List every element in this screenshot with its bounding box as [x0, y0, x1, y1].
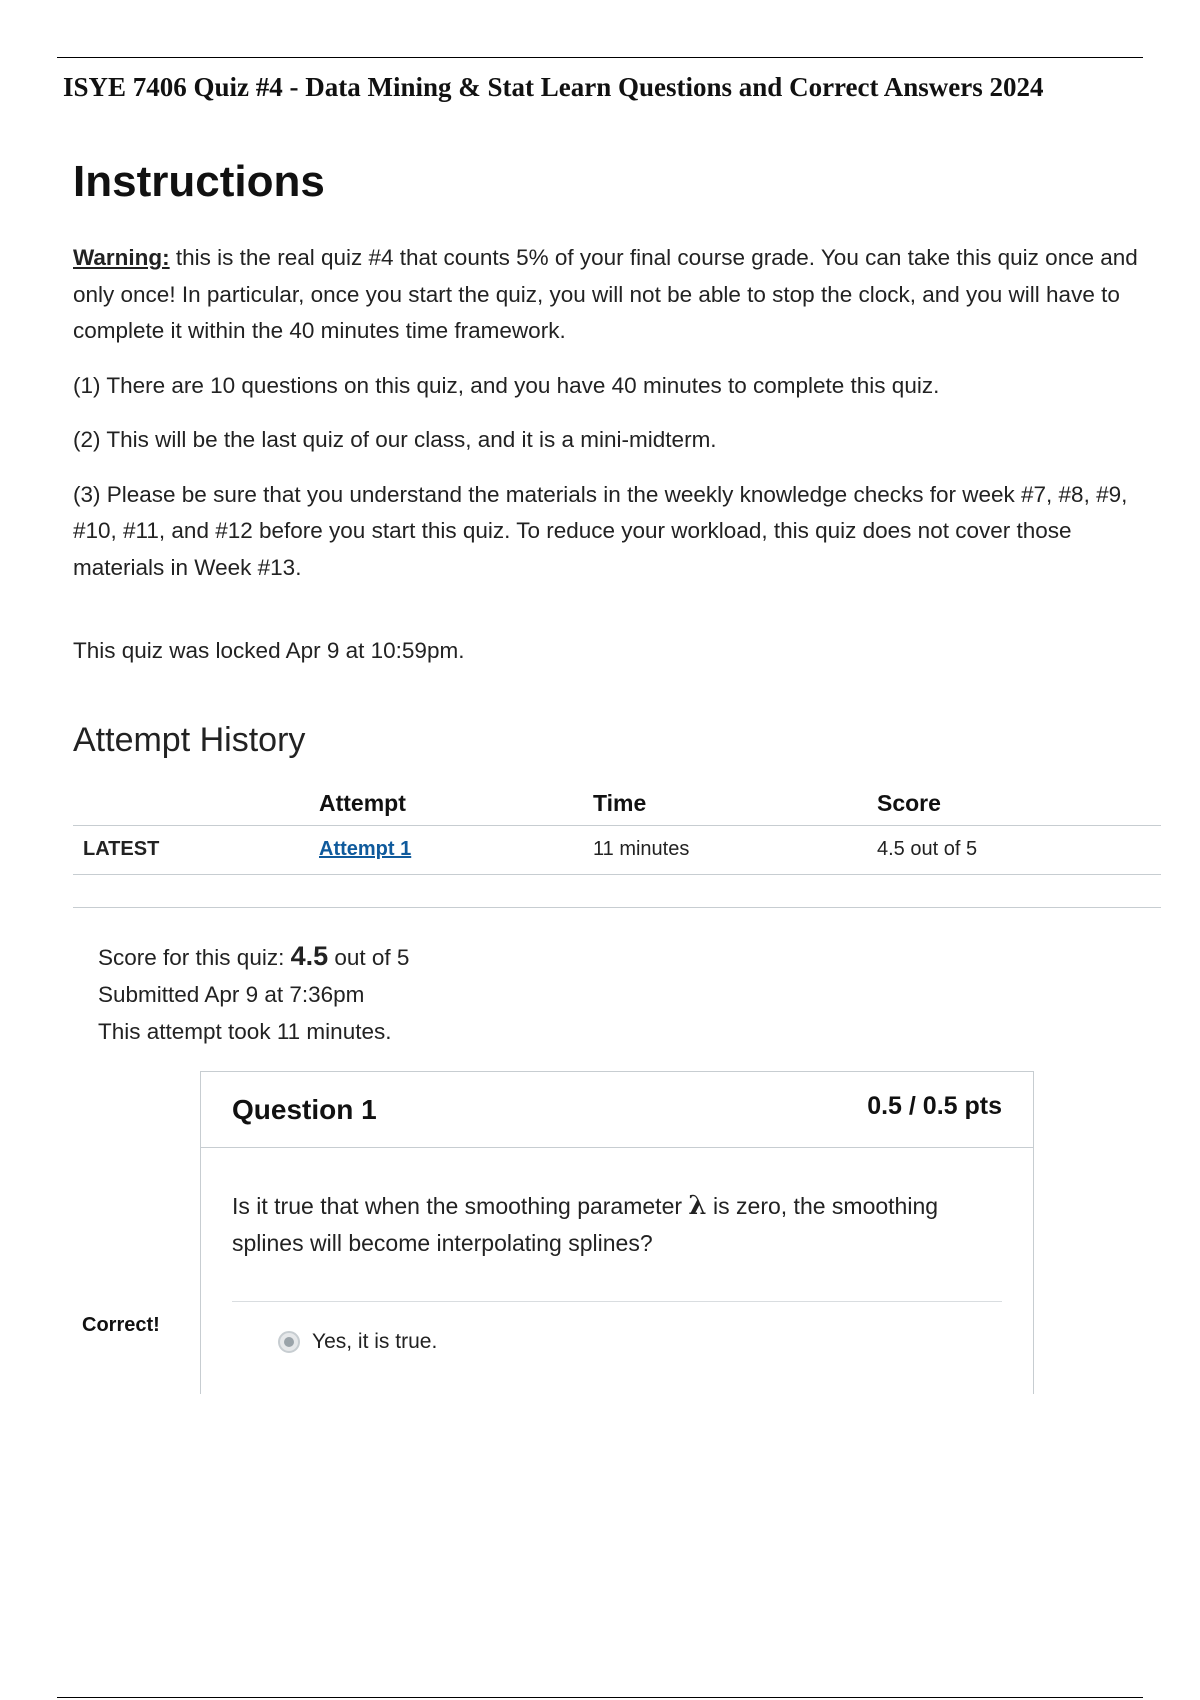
- quiz-content: [73, 150, 1163, 1050]
- lambda-symbol: λ: [688, 1191, 707, 1221]
- time-cell: 11 minutes: [583, 826, 867, 875]
- question-points: 0.5 / 0.5 pts: [867, 1092, 1002, 1120]
- question-separator: [232, 1301, 1002, 1302]
- attempt-1-link[interactable]: Attempt 1: [319, 838, 412, 860]
- question-text: [232, 1188, 992, 1262]
- question-header: [201, 1072, 1033, 1148]
- answer-option[interactable]: [278, 1330, 437, 1354]
- score-cell: 4.5 out of 5: [867, 826, 1161, 875]
- correct-indicator: Correct!: [82, 1314, 160, 1336]
- table-header-row: [73, 784, 1161, 826]
- warning-text: this is the real quiz #4 that counts 5% of your final course grade. You can take this quiz once and only once! In particular, once you start the quiz, you will not be able to stop the clock, and you will have to complete it within the 40 minutes time framework.: [73, 245, 1138, 343]
- answer-label: Yes, it is true.: [312, 1330, 438, 1353]
- column-header-time: Time: [583, 784, 867, 826]
- question-text-after: is zero, the smoothing splines will become interpolating splines?: [232, 1193, 939, 1256]
- warning-paragraph: [73, 240, 1163, 350]
- table-row: [73, 826, 1161, 875]
- radio-selected-icon[interactable]: [278, 1331, 300, 1353]
- warning-label: Warning:: [73, 245, 170, 270]
- duration-line: This attempt took 11 minutes.: [98, 1019, 392, 1044]
- attempt-history-heading: Attempt History: [73, 721, 306, 759]
- attempt-cell: [309, 826, 583, 875]
- question-text-before: Is it true that when the smoothing parameter: [232, 1193, 689, 1219]
- score-suffix: out of 5: [328, 945, 410, 970]
- score-prefix: Score for this quiz:: [98, 945, 291, 970]
- section-divider: [73, 907, 1161, 908]
- question-card: [200, 1071, 1034, 1394]
- top-rule: [57, 57, 1143, 58]
- instructions-heading: Instructions: [73, 157, 325, 206]
- instruction-item-2: (2) This will be the last quiz of our class, and it is a mini-midterm.: [73, 427, 717, 452]
- document-title: ISYE 7406 Quiz #4 - Data Mining & Stat Learn Questions and Correct Answers 2024: [63, 72, 1044, 102]
- submitted-line: Submitted Apr 9 at 7:36pm: [98, 982, 365, 1007]
- attempt-history-table: [73, 784, 1161, 875]
- score-value: 4.5: [290, 941, 329, 971]
- question-title: Question 1: [232, 1094, 377, 1125]
- instruction-item-1: (1) There are 10 questions on this quiz, and you have 40 minutes to complete this quiz.: [73, 372, 940, 398]
- quiz-score-line: [98, 938, 1163, 976]
- bottom-rule: [57, 1697, 1143, 1698]
- column-header-label: [73, 784, 309, 826]
- quiz-summary: [98, 938, 1163, 1050]
- column-header-score: Score: [867, 784, 1161, 826]
- instruction-item-3: (3) Please be sure that you understand the materials in the weekly knowledge checks for week #7, #8, #9, #10, #11, and #12 before you start this quiz. To reduce your workload, this quiz does not cover those materials in Week #13.: [73, 481, 1128, 580]
- column-header-attempt: Attempt: [309, 784, 583, 826]
- latest-label: LATEST: [73, 826, 309, 875]
- locked-notice: This quiz was locked Apr 9 at 10:59pm.: [73, 638, 465, 663]
